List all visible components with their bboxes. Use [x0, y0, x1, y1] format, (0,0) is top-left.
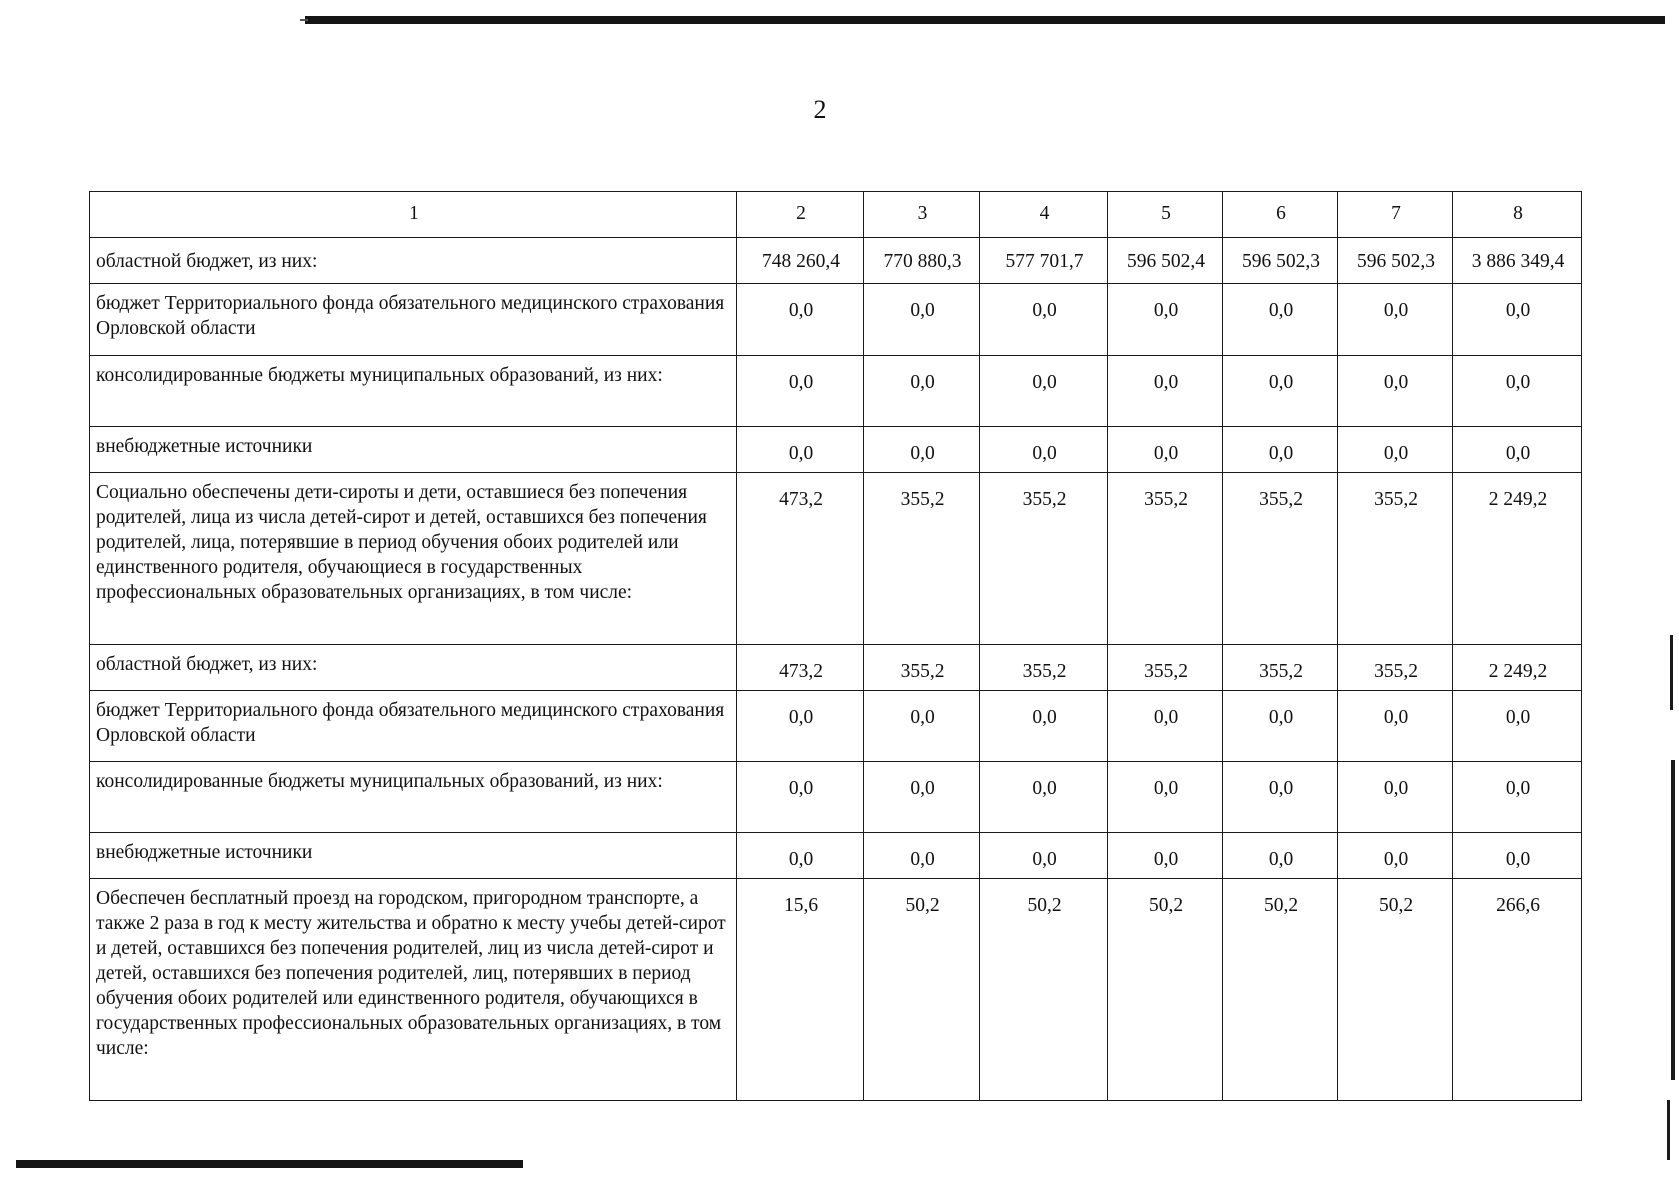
row-label: внебюджетные источники [90, 833, 737, 879]
cell-value: 596 502,4 [1108, 238, 1223, 284]
table-row [90, 238, 1582, 284]
cell-value: 3 886 349,4 [1453, 238, 1582, 284]
cell-value: 355,2 [1108, 645, 1223, 691]
cell-value: 50,2 [864, 879, 980, 1101]
cell-value: 0,0 [980, 833, 1108, 879]
cell-value: 2 249,2 [1453, 645, 1582, 691]
row-label: бюджет Территориального фонда обязательного медицинского страхования Орловской области [90, 691, 737, 762]
cell-value: 355,2 [864, 473, 980, 645]
column-header: 6 [1223, 192, 1338, 238]
cell-value: 577 701,7 [980, 238, 1108, 284]
cell-value: 2 249,2 [1453, 473, 1582, 645]
cell-value: 50,2 [1108, 879, 1223, 1101]
cell-value: 0,0 [864, 762, 980, 833]
scan-edge-right-3 [1667, 1100, 1670, 1160]
scan-edge-right-2 [1671, 760, 1675, 1080]
cell-value: 0,0 [1338, 427, 1453, 473]
cell-value: 355,2 [1108, 473, 1223, 645]
cell-value: 0,0 [1108, 762, 1223, 833]
cell-value: 355,2 [980, 645, 1108, 691]
cell-value: 0,0 [737, 427, 864, 473]
cell-value: 0,0 [864, 427, 980, 473]
cell-value: 748 260,4 [737, 238, 864, 284]
cell-value: 596 502,3 [1223, 238, 1338, 284]
cell-value: 0,0 [1453, 284, 1582, 356]
budget-table [89, 191, 1582, 1101]
cell-value: 0,0 [864, 833, 980, 879]
cell-value: 0,0 [737, 284, 864, 356]
table-row [90, 356, 1582, 427]
cell-value: 0,0 [1108, 356, 1223, 427]
cell-value: 0,0 [980, 284, 1108, 356]
cell-value: 355,2 [1338, 645, 1453, 691]
cell-value: 0,0 [1223, 833, 1338, 879]
cell-value: 0,0 [1338, 833, 1453, 879]
cell-value: 770 880,3 [864, 238, 980, 284]
cell-value: 0,0 [1223, 284, 1338, 356]
row-label: консолидированные бюджеты муниципальных образований, из них: [90, 762, 737, 833]
cell-value: 0,0 [737, 691, 864, 762]
cell-value: 0,0 [980, 356, 1108, 427]
scan-edge-bottom [16, 1160, 523, 1168]
table-row [90, 284, 1582, 356]
cell-value: 0,0 [1338, 356, 1453, 427]
table-header-row [90, 192, 1582, 238]
cell-value: 0,0 [864, 284, 980, 356]
column-header: 3 [864, 192, 980, 238]
cell-value: 0,0 [1108, 427, 1223, 473]
column-header: 1 [90, 192, 737, 238]
cell-value: 0,0 [1453, 833, 1582, 879]
cell-value: 0,0 [980, 427, 1108, 473]
cell-value: 596 502,3 [1338, 238, 1453, 284]
cell-value: 0,0 [1223, 427, 1338, 473]
scan-edge-top [305, 16, 1665, 24]
table-row [90, 833, 1582, 879]
cell-value: 0,0 [1108, 284, 1223, 356]
row-label: внебюджетные источники [90, 427, 737, 473]
scan-edge-right-1 [1670, 635, 1673, 710]
cell-value: 473,2 [737, 473, 864, 645]
column-header: 8 [1453, 192, 1582, 238]
cell-value: 0,0 [1223, 356, 1338, 427]
cell-value: 266,6 [1453, 879, 1582, 1101]
cell-value: 355,2 [980, 473, 1108, 645]
table-row [90, 645, 1582, 691]
table-row [90, 691, 1582, 762]
cell-value: 0,0 [1223, 762, 1338, 833]
cell-value: 0,0 [864, 356, 980, 427]
table-row [90, 762, 1582, 833]
column-header: 5 [1108, 192, 1223, 238]
page-number: 2 [813, 95, 827, 124]
row-label: областной бюджет, из них: [90, 238, 737, 284]
cell-value: 15,6 [737, 879, 864, 1101]
cell-value: 473,2 [737, 645, 864, 691]
column-header: 7 [1338, 192, 1453, 238]
row-label: областной бюджет, из них: [90, 645, 737, 691]
row-label: Обеспечен бесплатный проезд на городском, пригородном транспорте, а также 2 раза в год к месту жительства и обратно к месту учебы детей-сирот и детей, оставшихся без попечения родителей, лиц из числа детей-сирот и детей, оставшихся без попечения родителей, лиц, потерявших в период обучения обоих родителей или единственного родителя, обучающихся в государственных профессиональных образовательных организациях, в том числе: [90, 879, 737, 1101]
row-label: консолидированные бюджеты муниципальных образований, из них: [90, 356, 737, 427]
cell-value: 50,2 [980, 879, 1108, 1101]
cell-value: 0,0 [980, 691, 1108, 762]
cell-value: 0,0 [1453, 356, 1582, 427]
column-header: 4 [980, 192, 1108, 238]
cell-value: 0,0 [864, 691, 980, 762]
cell-value: 0,0 [737, 833, 864, 879]
cell-value: 0,0 [737, 762, 864, 833]
cell-value: 355,2 [1223, 645, 1338, 691]
table-row [90, 473, 1582, 645]
cell-value: 0,0 [1338, 691, 1453, 762]
cell-value: 0,0 [1338, 762, 1453, 833]
cell-value: 0,0 [1223, 691, 1338, 762]
cell-value: 0,0 [737, 356, 864, 427]
column-header: 2 [737, 192, 864, 238]
cell-value: 0,0 [1453, 427, 1582, 473]
cell-value: 0,0 [1108, 833, 1223, 879]
cell-value: 0,0 [1338, 284, 1453, 356]
row-label: Социально обеспечены дети-сироты и дети, оставшиеся без попечения родителей, лица из числа детей-сирот и детей, оставшихся без попечения родителей, лица, потерявшие в период обучения обоих родителей или единственного родителя, обучающиеся в государственных профессиональных образовательных организациях, в том числе: [90, 473, 737, 645]
table-row [90, 427, 1582, 473]
cell-value: 0,0 [1453, 691, 1582, 762]
cell-value: 0,0 [980, 762, 1108, 833]
row-label: бюджет Территориального фонда обязательного медицинского страхования Орловской области [90, 284, 737, 356]
cell-value: 50,2 [1338, 879, 1453, 1101]
cell-value: 355,2 [1223, 473, 1338, 645]
cell-value: 50,2 [1223, 879, 1338, 1101]
table-row [90, 879, 1582, 1101]
cell-value: 355,2 [1338, 473, 1453, 645]
cell-value: 0,0 [1453, 762, 1582, 833]
cell-value: 0,0 [1108, 691, 1223, 762]
cell-value: 355,2 [864, 645, 980, 691]
